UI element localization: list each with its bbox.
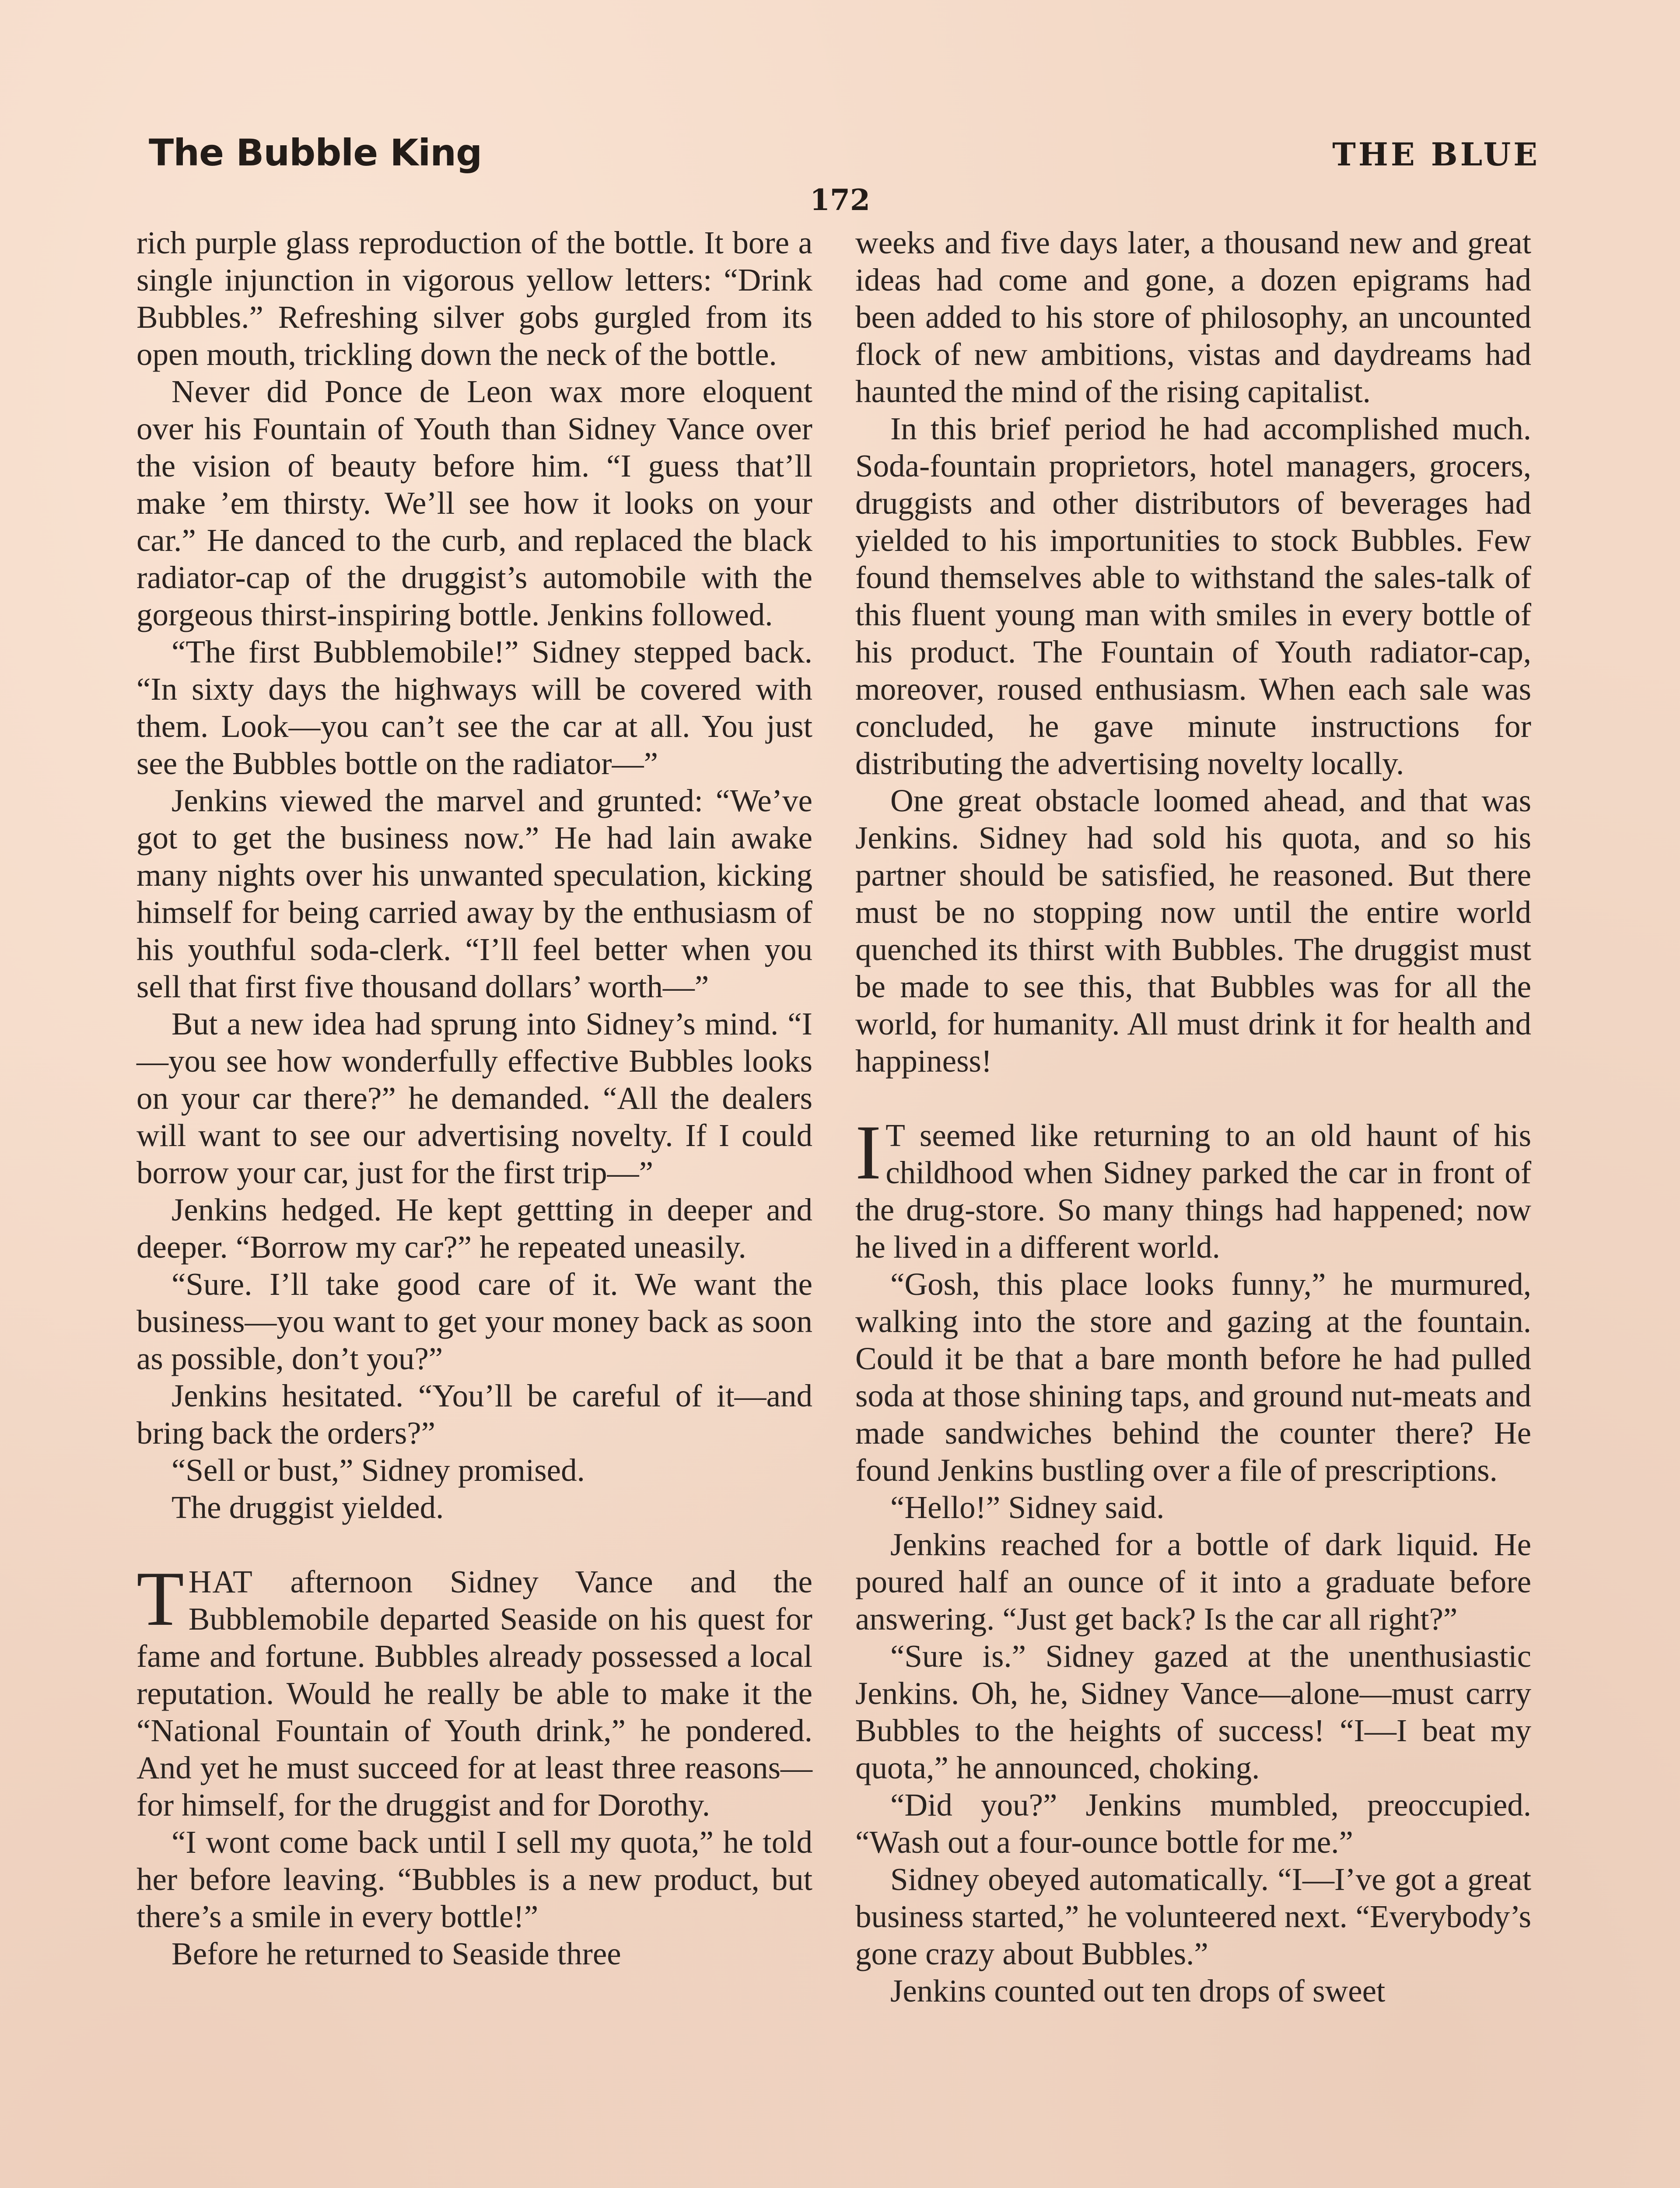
drop-cap: I	[855, 1109, 882, 1196]
paragraph: “I wont come back until I sell my quota,” he told her before leaving. “Bubbles is a new product, but there’s a smile in every bottle!”	[136, 1824, 812, 1934]
small-caps-lead: HAT	[188, 1564, 253, 1599]
paragraph: “Sell or bust,” Sidney promised.	[172, 1452, 585, 1488]
paragraph: Jenkins hedged. He kept gettting in deeper and deeper. “Borrow my car?” he repeated uneasily.	[136, 1192, 812, 1265]
paragraph: “The first Bubblemobile!” Sidney stepped back. “In sixty days the highways will be covered with them. Look—you can’t see the car at all. You just see the Bubbles bottle on the radiator—”	[136, 634, 812, 781]
paragraph: “Did you?” Jenkins mumbled, preoccupied. “Wash out a four-ounce bottle for me.”	[855, 1787, 1531, 1860]
magazine-title: THE BLUE	[1332, 136, 1540, 173]
section-break	[136, 1526, 812, 1563]
paragraph: Jenkins viewed the marvel and grunted: “We’ve got to get the business now.” He had lain awake many nights over his unwanted speculation, kicking himself for being carried away by the enthusiasm of his youthful soda-clerk. “I’ll feel better when you sell that first five thousand dollars’ worth—”	[136, 783, 812, 1004]
page-number: 172	[810, 183, 870, 217]
paragraph: Never did Ponce de Leon wax more eloquent over his Fountain of Youth than Sidney Vance over the vision of beauty before him. “I guess that’ll make ’em thirsty. We’ll see how it looks on your car.” He danced to the curb, and replaced the black radiator-cap of the druggist’s automobile with the gorgeous thirst-inspiring bottle. Jenkins followed.	[136, 374, 812, 632]
paragraph: The druggist yielded.	[172, 1490, 444, 1525]
paragraph: “Hello!” Sidney said.	[890, 1490, 1165, 1525]
paragraph: Jenkins reached for a bottle of dark liquid. He poured half an ounce of it into a graduate before answering. “Just get back? Is the car all right?”	[855, 1527, 1531, 1637]
section-break	[855, 1080, 1531, 1117]
story-title: The Bubble King	[149, 131, 482, 174]
paragraph: “Sure. I’ll take good care of it. We want the business—you want to get your money back as soon as possible, don’t you?”	[136, 1266, 812, 1376]
paragraph: In this brief period he had accomplished much. Soda-fountain proprietors, hotel managers, grocers, druggists and other distributors of beverages had yielded to his importunities to stock Bubbles. Few found themselves able to withstand the sales-talk of this fluent young man with smiles in every bottle of his product. The Fountain of Youth radiator-cap, moreover, roused enthusiasm. When each sale was concluded, he gave minute instructions for distributing the advertising novelty locally.	[855, 411, 1531, 781]
paragraph: One great obstacle loomed ahead, and that was Jenkins. Sidney had sold his quota, and so his partner should be satisfied, he reasoned. But there must be no stopping now until the entire world quenched its thirst with Bubbles. The druggist must be made to see this, that Bubbles was for all the world, for humanity. All must drink it for health and happiness!	[855, 783, 1531, 1079]
drop-cap: T	[136, 1555, 184, 1642]
paragraph: weeks and five days later, a thousand new and great ideas had come and gone, a dozen epigrams had been added to his store of philosophy, an uncounted flock of new ambitions, vistas and daydreams had haunted the mind of the rising capitalist.	[855, 225, 1531, 409]
paragraph: Jenkins counted out ten drops of sweet	[890, 1973, 1386, 2009]
paragraph: Before he returned to Seaside three	[172, 1936, 621, 1971]
paragraph: Jenkins hesitated. “You’ll be careful of it—and bring back the orders?”	[136, 1378, 812, 1451]
paragraph: rich purple glass reproduction of the bottle. It bore a single injunction in vigorous yellow letters: “Drink Bubbles.” Refreshing silver gobs gurgled from its open mouth, trickling down the neck of the bottle.	[136, 225, 812, 372]
section-opening-paragraph	[855, 1109, 1531, 1266]
right-column	[855, 224, 1531, 2009]
paragraph: Sidney obeyed automatically. “I—I’ve got a great business started,” he volunteered next. “Everybody’s gone crazy about Bubbles.”	[855, 1862, 1531, 1971]
paragraph: But a new idea had sprung into Sidney’s mind. “I—you see how wonderfully effective Bubbles looks on your car there?” he demanded. “All the dealers will want to see our advertising novelty. If I could borrow your car, just for the first trip—”	[136, 1006, 812, 1190]
paragraph: “Sure is.” Sidney gazed at the unenthusiastic Jenkins. Oh, he, Sidney Vance—alone—must carry Bubbles to the heights of success! “I—I beat my quota,” he announced, choking.	[855, 1638, 1531, 1785]
paragraph-text: afternoon Sidney Vance and the Bubblemobile departed Seaside on his quest for fame and fortune. Bubbles already possessed a local reputation. Would he really be able to make it the “National Fountain of Youth drink,” he pondered. And yet he must succeed for at least three reasons—for himself, for the druggist and for Dorothy.	[136, 1564, 812, 1823]
section-opening-paragraph	[136, 1555, 812, 1823]
left-column	[136, 224, 812, 1972]
paragraph-text: T seemed like returning to an old haunt of his childhood when Sidney parked the car in front of the drug-store. So many things had happened; now he lived in a different world.	[855, 1118, 1531, 1265]
paragraph: “Gosh, this place looks funny,” he murmured, walking into the store and gazing at the fountain. Could it be that a bare month before he had pulled soda at those shining taps, and ground nut-meats and made sandwiches behind the counter there? He found Jenkins bustling over a file of prescriptions.	[855, 1266, 1531, 1488]
